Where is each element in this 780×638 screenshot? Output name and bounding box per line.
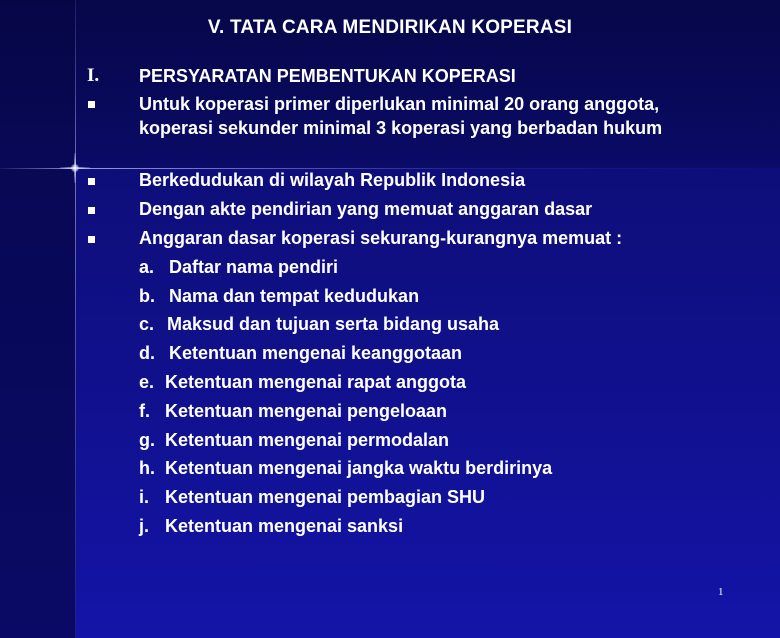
bullet-text: Anggaran dasar koperasi sekurang-kurangnya memuat : — [139, 228, 623, 248]
page-number: 1 — [718, 586, 724, 598]
sub-item-label: f. — [139, 401, 150, 421]
bullet-text: Untuk koperasi primer diperlukan minimal 20 orang anggota, koperasi sekunder minimal 3 koperasi yang berbadan hukum — [139, 94, 663, 138]
sub-item-text: Ketentuan mengenai pembagian SHU — [165, 487, 486, 507]
sub-item-text: Ketentuan mengenai sanksi — [165, 516, 404, 536]
sub-item-label: j. — [139, 516, 150, 536]
sub-item-text: Nama dan tempat kedudukan — [169, 286, 420, 306]
square-bullet-icon — [88, 178, 95, 185]
sub-item-text: Maksud dan tujuan serta bidang usaha — [167, 314, 500, 334]
square-bullet-icon — [88, 101, 95, 108]
bullet-text: Dengan akte pendirian yang memuat anggaran dasar — [139, 199, 593, 219]
sub-item-label: d. — [139, 343, 155, 363]
section-heading-text: PERSYARATAN PEMBENTUKAN KOPERASI — [139, 66, 516, 86]
sub-item-label: h. — [139, 458, 155, 478]
square-bullet-icon — [88, 236, 95, 243]
sub-item-text: Daftar nama pendiri — [169, 257, 339, 277]
sub-item-label: a. — [139, 257, 155, 277]
sub-item-text: Ketentuan mengenai rapat anggota — [165, 372, 467, 392]
sub-item-label: b. — [139, 286, 155, 306]
sub-item-label: c. — [139, 314, 155, 334]
roman-numeral-marker: I. — [87, 65, 100, 86]
bullet-text: Berkedudukan di wilayah Republik Indonesia — [139, 170, 526, 190]
sub-item-label: e. — [139, 372, 155, 392]
sub-item-label: i. — [139, 487, 150, 507]
sub-item-text: Ketentuan mengenai jangka waktu berdirinya — [165, 458, 553, 478]
sub-item-label: g. — [139, 430, 155, 450]
sub-item-text: Ketentuan mengenai permodalan — [165, 430, 450, 450]
square-bullet-icon — [88, 207, 95, 214]
sub-item-text: Ketentuan mengenai keanggotaan — [169, 343, 463, 363]
sub-item-text: Ketentuan mengenai pengeloaan — [165, 401, 448, 421]
slide-title: V. TATA CARA MENDIRIKAN KOPERASI — [207, 17, 573, 38]
